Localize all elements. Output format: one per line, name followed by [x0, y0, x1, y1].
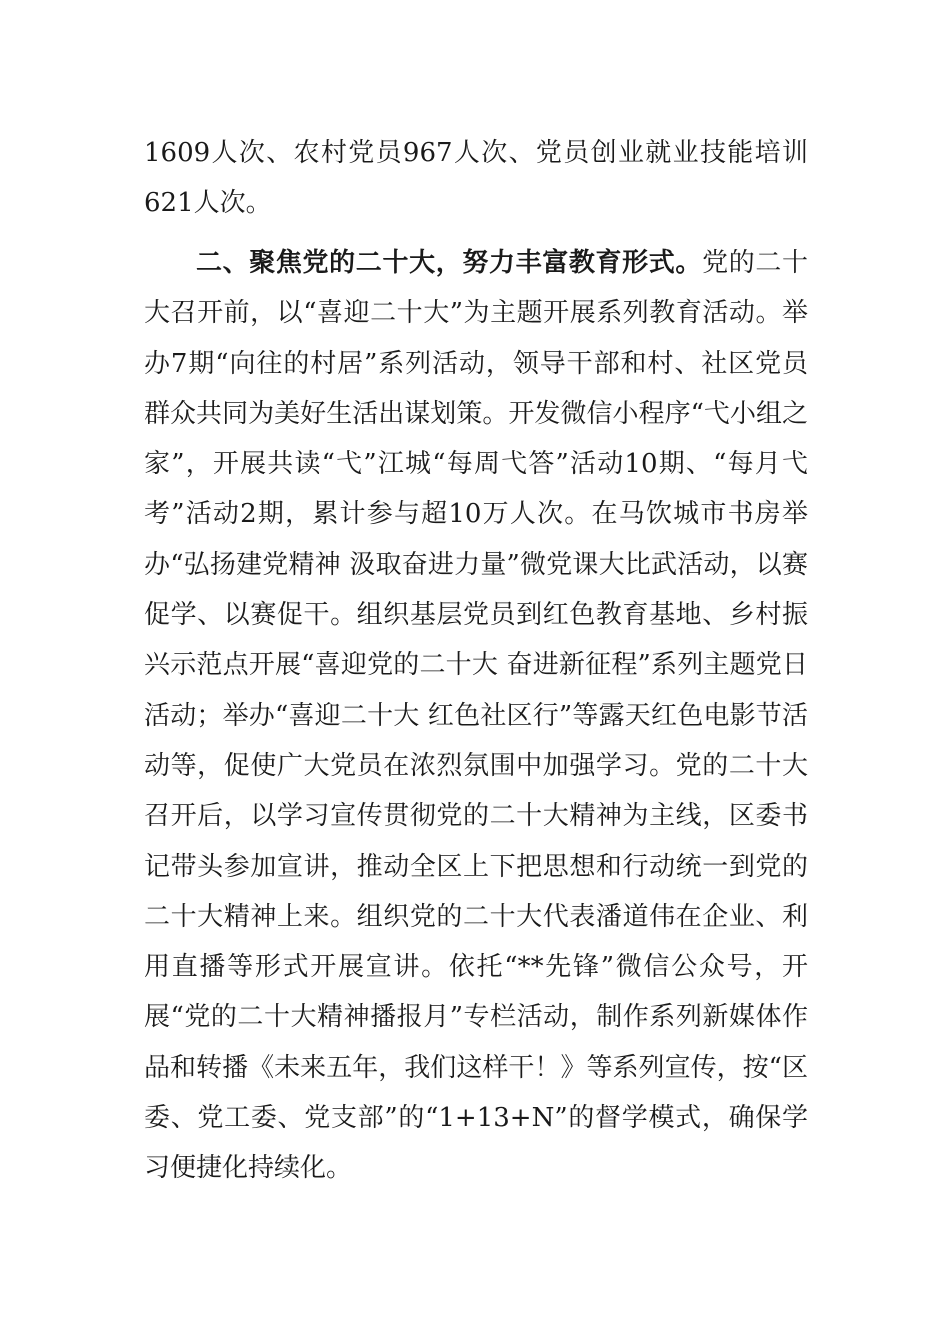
section-heading: 二、聚焦党的二十大，努力丰富教育形式。	[196, 248, 703, 278]
paragraph-body: 1609人次、农村党员967人次、党员创业就业技能培训621人次。	[144, 138, 808, 219]
paragraph-continuation	[144, 128, 808, 229]
paragraph-section-two	[144, 238, 808, 1194]
paragraph-body: 党的二十大召开前，以“喜迎二十大”为主题开展系列教育活动。举办7期“向往的村居”系列活动，领导干部和村、社区党员群众共同为美好生活出谋划策。开发微信小程序“弋小组之家”，开展共读“弋”江城“每周弋答”活动10期、“每月弋考”活动2期，累计参与超10万人次。在马饮城市书房举办“弘扬建党精神 汲取奋进力量”微党课大比武活动，以赛促学、以赛促干。组织基层党员到红色教育基地、乡村振兴示范点开展“喜迎党的二十大 奋进新征程”系列主题党日活动；举办“喜迎二十大 红色社区行”等露天红色电影节活动等，促使广大党员在浓烈氛围中加强学习。党的二十大召开后，以学习宣传贯彻党的二十大精神为主线，区委书记带头参加宣讲，推动全区上下把思想和行动统一到党的二十大精神上来。组织党的二十大代表潘道伟在企业、利用直播等形式开展宣讲。依托“**先锋”微信公众号，开展“党的二十大精神播报月”专栏活动，制作系列新媒体作品和转播《未来五年，我们这样干！》等系列宣传，按“区委、党工委、党支部”的“1+13+N”的督学模式，确保学习便捷化持续化。	[144, 248, 808, 1184]
